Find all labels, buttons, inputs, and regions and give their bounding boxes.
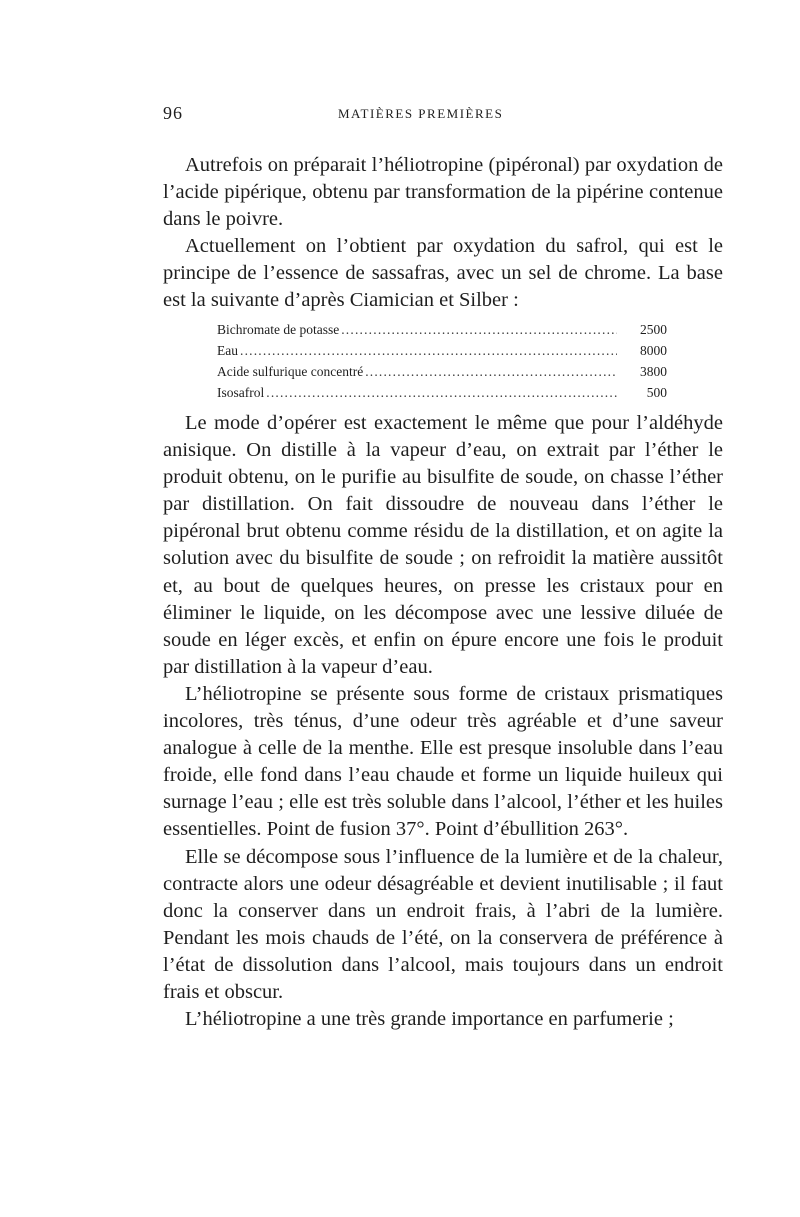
ingredient-quantity: 3800 [640,364,667,379]
recipe-row [217,382,667,403]
ingredient-name: Isosafrol [217,385,265,400]
ingredient-quantity: 500 [646,385,667,400]
dot-leader [240,340,617,361]
ingredient-quantity: 2500 [640,322,667,337]
dot-leader [266,382,617,403]
ingredient-name: Eau [217,343,238,358]
recipe-row [217,361,667,382]
paragraph: Autrefois on préparait l’héliotropine (pipéronal) par oxydation de l’acide pipérique, obtenu par transformation de la pipérine contenue dans le poivre. [163,154,723,231]
paragraph: Elle se décompose sous l’influence de la lumière et de la chaleur, contracte alors une odeur désagréable et devient inutilisable ; il faut donc la conserver dans un endroit frais, à l’abri de la lumière. Pendant les mois chauds de l’été, on la conservera de préférence à l’état de dissolution dans l’alcool, mais toujours dans un endroit frais et obscur. [163,845,723,1003]
paragraph: Actuellement on l’obtient par oxydation du safrol, qui est le principe de l’essence de sassafras, avec un sel de chrome. La base est la suivante d’après Ciamician et Silber : [163,235,723,312]
ingredient-name: Acide sulfurique concentré [217,364,364,379]
ingredient-quantity: 8000 [640,343,667,358]
running-title: MATIÈRES PREMIÈRES [338,106,504,121]
recipe-table [217,319,667,403]
page-header [163,103,723,127]
page-number: 96 [163,103,183,123]
dot-leader [365,361,617,382]
recipe-row [217,340,667,361]
recipe-row [217,319,667,340]
intro-text [163,152,723,315]
main-text [163,410,723,1033]
paragraph: L’héliotropine a une très grande importance en parfumerie ; [185,1008,674,1031]
dot-leader [341,319,617,340]
paragraph: Le mode d’opérer est exactement le même que pour l’aldéhyde anisique. On distille à la vapeur d’eau, on extrait par l’éther le produit obtenu, on le purifie au bisulfite de soude, on chasse l’éther par distillation. On fait dissoudre de nouveau dans l’éther le pipéronal brut obtenu comme résidu de la distillation, et on agite la solution avec du bisulfite de soude ; on refroidit la matière aussitôt et, au bout de quelques heures, on presse les cristaux pour en éliminer le liquide, on les décompose avec une lessive diluée de soude en léger excès, et enfin on épure encore une fois le produit par distillation à la vapeur d’eau. [163,412,723,678]
ingredient-name: Bichromate de potasse [217,322,340,337]
paragraph: L’héliotropine se présente sous forme de cristaux prismatiques incolores, très ténus, d’une odeur très agréable et d’une saveur analogue à celle de la menthe. Elle est presque insoluble dans l’eau froide, elle fond dans l’eau chaude et forme un liquide huileux qui surnage l’eau ; elle est très soluble dans l’alcool, l’éther et les huiles essentielles. Point de fusion 37°. Point d’ébullition 263°. [163,682,723,841]
